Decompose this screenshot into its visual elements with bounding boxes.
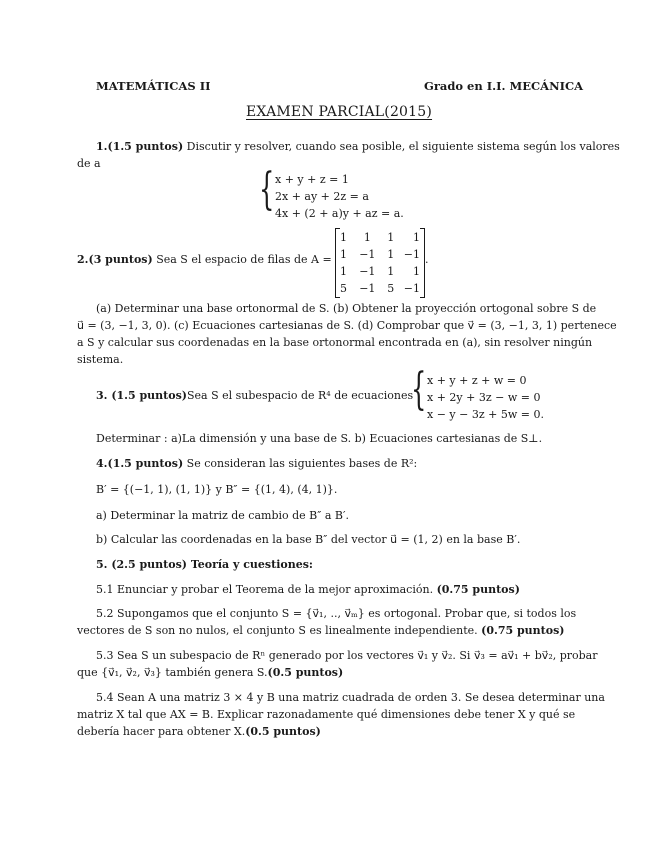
q3-ask: Determinar : a)La dimensión y una base de S. b) Ecuaciones cartesianas de S⊥. — [96, 432, 543, 445]
matrix-cell: 1 — [340, 248, 347, 261]
q2-line1: (a) Determinar una base ortonormal de S. (b) Obtener la proyección ortogonal sobre S de — [96, 302, 597, 315]
matrix-cell: 1 — [387, 231, 395, 244]
q2-line4: sistema. — [77, 353, 124, 366]
q3-system — [427, 372, 544, 423]
q1-line1 — [96, 140, 620, 153]
q3-eq3: x − y − 3z + 5w = 0. — [427, 408, 544, 421]
q1-text: Discutir y resolver, cuando sea posible, el siguiente sistema según los valores — [186, 140, 620, 153]
q5-1-points: (0.75 puntos) — [436, 583, 520, 596]
q5-3-text: que {v⃗₁, v⃗₂, v⃗₃} también genera S. — [77, 666, 268, 679]
q5-1-text: 5.1 Enunciar y probar el Teorema de la mejor aproximación. — [96, 583, 434, 596]
matrix-cell: 1 — [413, 231, 421, 244]
matrix-cell: 5 — [340, 282, 347, 295]
q1-system-brace: { — [259, 164, 275, 215]
matrix-cell: 1 — [340, 265, 347, 278]
q5-2-text: vectores de S son no nulos, el conjunto S es linealmente independiente. — [77, 624, 478, 637]
q1-line2: de a — [77, 157, 101, 170]
header-subject: MATEMÁTICAS II — [96, 79, 211, 93]
q5-4-line2: matriz X tal que AX = B. Explicar razonadamente qué dimensiones debe tener X y qué se — [77, 708, 576, 721]
matrix-cell: 1 — [387, 248, 395, 261]
q5-heading: 5. (2.5 puntos) Teoría y cuestiones: — [96, 558, 313, 571]
q2-matrix-row — [336, 280, 424, 297]
q5-2-line1: 5.2 Supongamos que el conjunto S = {v⃗₁, .., v⃗ₘ} es ortogonal. Probar que, si todos los — [96, 607, 577, 620]
q2-matrix-row — [336, 246, 424, 263]
matrix-cell: −1 — [359, 282, 376, 295]
exam-title: EXAMEN PARCIAL(2015) — [246, 104, 433, 120]
q5-3-points: (0.5 puntos) — [267, 666, 344, 679]
q5-4-text: debería hacer para obtener X. — [77, 725, 246, 738]
q4-part-b: b) Calcular las coordenadas en la base B″ del vector u⃗ = (1, 2) en la base B′. — [96, 533, 521, 546]
q5-2-points: (0.75 puntos) — [481, 624, 565, 637]
q2-matrix-row — [336, 229, 424, 246]
q5-4-line1: 5.4 Sean A una matriz 3 × 4 y B una matriz cuadrada de orden 3. Se desea determinar una — [96, 691, 605, 704]
q4-intro — [96, 457, 417, 470]
q1-eq3: 4x + (2 + a)y + az = a. — [275, 207, 404, 220]
q5-2-line2 — [77, 624, 564, 637]
q2-label: 2.(3 puntos) — [77, 253, 153, 266]
q3-text: Sea S el subespacio de R⁴ de ecuaciones — [187, 389, 414, 402]
matrix-cell: 1 — [387, 265, 395, 278]
q4-label: 4.(1.5 puntos) — [96, 457, 184, 470]
q3-eq1: x + y + z + w = 0 — [427, 374, 527, 387]
matrix-cell: 5 — [387, 282, 395, 295]
q1-label: 1.(1.5 puntos) — [96, 140, 184, 153]
q5-4-line3 — [77, 725, 321, 738]
q5-3-line2 — [77, 666, 343, 679]
q3-label: 3. (1.5 puntos) — [96, 389, 187, 402]
matrix-cell: −1 — [359, 248, 376, 261]
q2-line3: a S y calcular sus coordenadas en la base ortonormal encontrada en (a), sin resolver ningún — [77, 336, 593, 349]
q5-4-points: (0.5 puntos) — [245, 725, 321, 738]
q4-bases: B′ = {(−1, 1), (1, 1)} y B″ = {(1, 4), (4, 1)}. — [96, 483, 338, 496]
q2-matrix — [335, 229, 425, 297]
q1-eq2: 2x + ay + 2z = a — [275, 190, 369, 203]
header-degree: Grado en I.I. MECÁNICA — [424, 79, 584, 93]
q3-eq2: x + 2y + 3z − w = 0 — [427, 391, 541, 404]
q1-eq1: x + y + z = 1 — [275, 173, 349, 186]
q4-part-a: a) Determinar la matriz de cambio de B″ a B′. — [96, 509, 350, 522]
q2-matrix-row — [336, 263, 424, 280]
q3-system-brace: { — [411, 364, 427, 415]
q5-3-line1: 5.3 Sea S un subespacio de Rⁿ generado por los vectores v⃗₁ y v⃗₂. Si v⃗₃ = av⃗₁ + bv⃗₂, probar — [96, 649, 598, 662]
q2-text: Sea S el espacio de filas de A = — [156, 253, 332, 266]
q5-1 — [96, 583, 520, 596]
q4-text: Se consideran las siguientes bases de R²: — [186, 457, 418, 470]
matrix-cell: 1 — [363, 231, 371, 244]
q2-line2: u⃗ = (3, −1, 3, 0). (c) Ecuaciones cartesianas de S. (d) Comprobar que v⃗ = (3, −1, 3, 1) pertenece — [77, 319, 617, 332]
matrix-cell: −1 — [403, 248, 421, 261]
matrix-cell: 1 — [340, 231, 347, 244]
q2-intro — [77, 253, 332, 266]
q3-intro — [96, 389, 413, 402]
matrix-cell: 1 — [413, 265, 421, 278]
matrix-cell: −1 — [403, 282, 421, 295]
q2-matrix-period: . — [425, 253, 429, 266]
q1-system — [275, 171, 404, 222]
matrix-cell: −1 — [359, 265, 376, 278]
